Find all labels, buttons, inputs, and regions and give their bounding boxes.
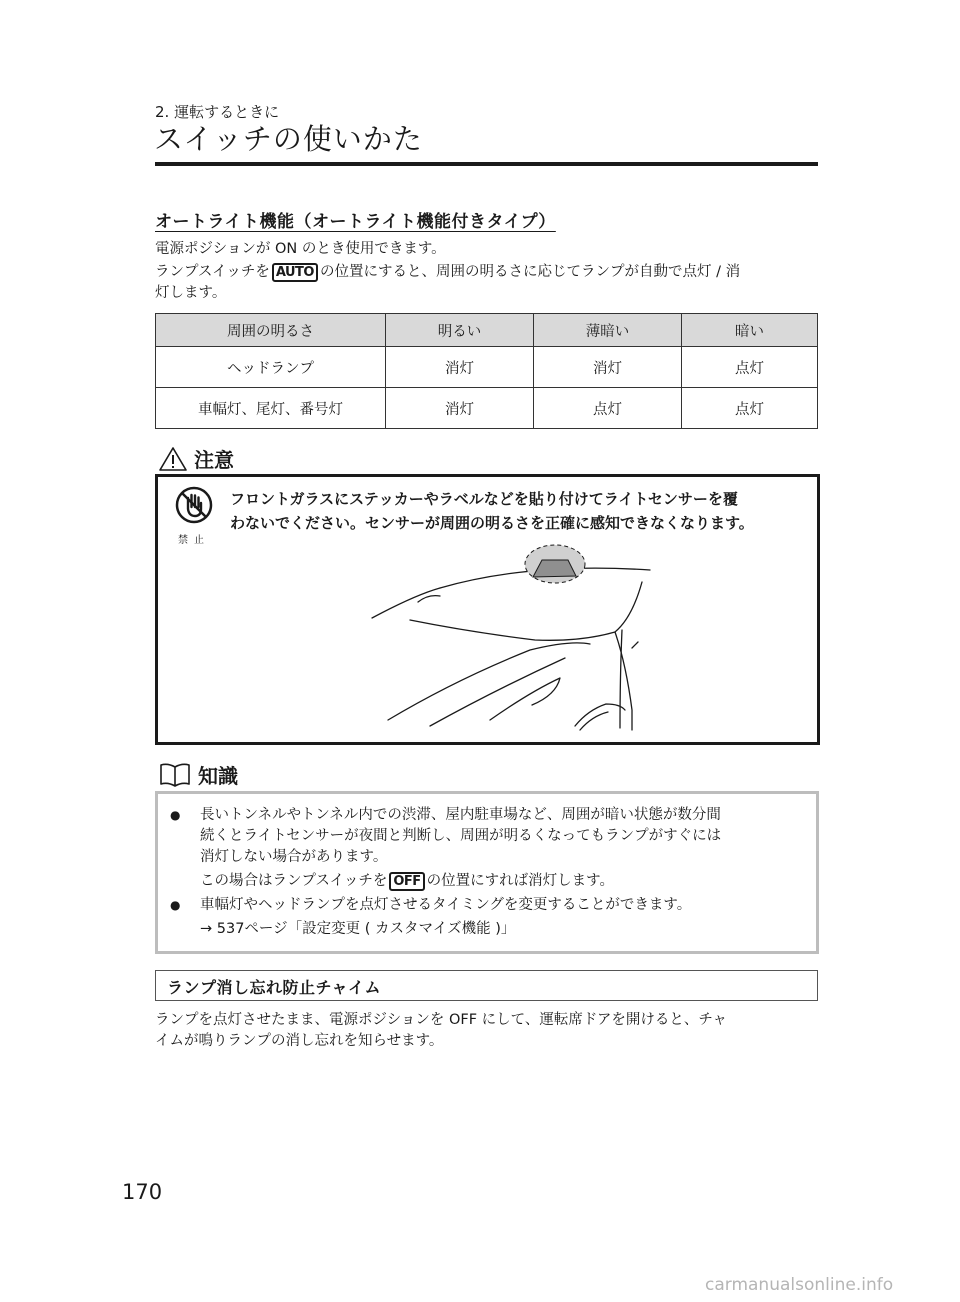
knowledge-list: [170, 805, 805, 940]
list-item: [170, 805, 805, 868]
table-cell: 消灯: [386, 388, 534, 429]
prohibited-label: 禁止: [178, 535, 210, 546]
chime-heading: ランプ消し忘れ防止チャイム: [167, 978, 382, 997]
caution-heading: [158, 444, 234, 473]
knowledge-heading: [158, 760, 238, 789]
table-cell: 点灯: [682, 347, 818, 388]
caution-line-1: フロントガラスにステッカーやラベルなどを貼り付けてライトセンサーを覆: [230, 490, 738, 508]
table-header: 暗い: [682, 314, 818, 347]
warning-triangle-icon: [158, 446, 188, 472]
list-item: [170, 895, 805, 916]
table-cell: 点灯: [682, 388, 818, 429]
watermark: carmanualsonline.info: [705, 1275, 894, 1295]
table-header: 周囲の明るさ: [156, 314, 386, 347]
open-book-icon: [158, 762, 192, 788]
table-header: 薄暗い: [534, 314, 682, 347]
off-switch-icon: OFF: [389, 872, 424, 891]
caution-line-2: わないでください。センサーが周囲の明るさを正確に感知できなくなります。: [230, 514, 754, 532]
chapter-label: 2. 運転するときに: [155, 103, 280, 121]
caution-text: [230, 487, 805, 535]
header-rule: [155, 162, 818, 166]
bullet-icon: ●: [170, 898, 181, 912]
table-cell: 消灯: [534, 347, 682, 388]
feature-line-1: 電源ポジションが ON のとき使用できます。: [155, 241, 446, 257]
table-cell: 車幅灯、尾灯、番号灯: [156, 388, 386, 429]
prohibited-hand-icon: [174, 485, 214, 525]
knowledge-item-2-reference: → 537ページ「設定変更 ( カスタマイズ機能 )」: [200, 921, 516, 937]
knowledge-item-1-line-2: 続くとライトセンサーが夜間と判断し、周囲が明るくなってもランプがすぐには: [200, 828, 722, 844]
table-header-row: [156, 314, 818, 347]
table-header: 明るい: [386, 314, 534, 347]
feature-line-2-post: の位置にすると、周囲の明るさに応じてランプが自動で点灯 / 消: [319, 264, 741, 280]
knowledge-heading-text: 知識: [198, 764, 238, 788]
windshield-sensor-illustration: [370, 540, 660, 736]
knowledge-item-1-line-3: 消灯しない場合があります。: [200, 849, 388, 865]
note-pre: この場合はランプスイッチを: [200, 873, 388, 889]
knowledge-item-2: 車幅灯やヘッドランプを点灯させるタイミングを変更することができます。: [200, 897, 692, 913]
prohibited-badge: [174, 485, 214, 546]
table-cell: 消灯: [386, 347, 534, 388]
table-row: [156, 388, 818, 429]
note-post: の位置にすれば消灯します。: [426, 873, 614, 889]
page-number: 170: [122, 1180, 163, 1204]
knowledge-item-1-line-1: 長いトンネルやトンネル内での渋滞、屋内駐車場など、周囲が暗い状態が数分間: [200, 807, 721, 823]
auto-switch-icon: AUTO: [272, 263, 318, 282]
bullet-icon: ●: [170, 808, 181, 822]
chime-line-2: イムが鳴りランプの消し忘れを知らせます。: [155, 1033, 444, 1049]
feature-line-2-pre: ランプスイッチを: [155, 264, 270, 280]
table-row: [156, 347, 818, 388]
feature-line-2: [155, 262, 740, 283]
caution-heading-text: 注意: [194, 448, 234, 472]
table-cell: 点灯: [534, 388, 682, 429]
knowledge-item-1-note: [170, 871, 805, 892]
table-cell: ヘッドランプ: [156, 347, 386, 388]
section-title: スイッチの使いかた: [154, 122, 423, 156]
lamp-table: [155, 313, 818, 429]
feature-line-3: 灯します。: [155, 285, 227, 301]
chime-line-1: ランプを点灯させたまま、電源ポジションを OFF にして、運転席ドアを開けると、チャ: [155, 1012, 727, 1028]
feature-title: オートライト機能（オートライト機能付きタイプ）: [155, 212, 556, 232]
